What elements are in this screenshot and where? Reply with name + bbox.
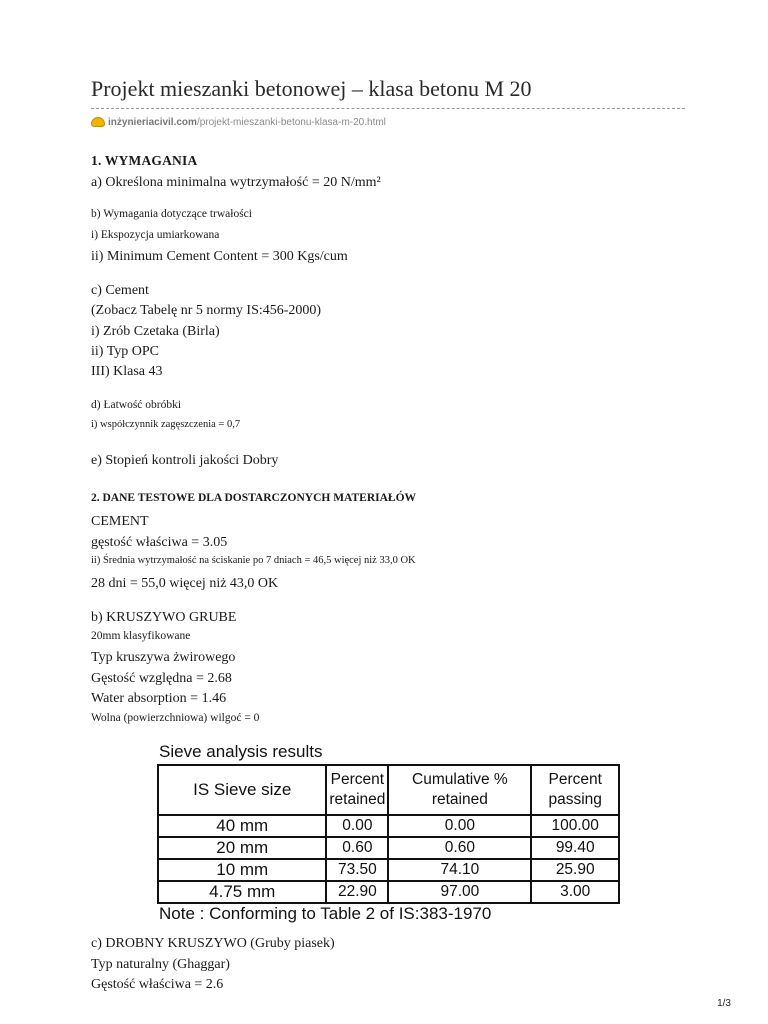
sieve-table-caption: Sieve analysis results xyxy=(159,742,323,761)
table-row xyxy=(158,859,619,881)
source-domain: inżynieriacivil.com xyxy=(108,116,197,128)
text-line: Typ kruszywa żwirowego xyxy=(91,650,236,665)
table-cell: 73.50 xyxy=(326,859,388,881)
table-header-cell: Percent retained xyxy=(326,765,388,815)
text-line: Water absorption = 1.46 xyxy=(91,691,227,706)
text-line: ii) Minimum Cement Content = 300 Kgs/cum xyxy=(91,249,348,264)
table-cell: 0.00 xyxy=(326,815,388,837)
table-row xyxy=(158,837,619,859)
table-cell: 0.00 xyxy=(388,815,531,837)
text-line: gęstość właściwa = 3.05 xyxy=(91,535,228,550)
table-cell: 0.60 xyxy=(388,837,531,859)
text-line: Gęstość względna = 2.68 xyxy=(91,671,232,686)
table-cell: 10 mm xyxy=(158,859,326,881)
text-line: i) Zrób Czetaka (Birla) xyxy=(91,324,220,339)
sieve-analysis-table xyxy=(157,764,620,904)
hardhat-icon xyxy=(91,117,105,127)
text-line: ii) Średnia wytrzymałość na ściskanie po 7 dniach = 46,5 więcej niż 33,0 OK xyxy=(91,555,416,566)
table-cell: 22.90 xyxy=(326,881,388,903)
text-line: e) Stopień kontroli jakości Dobry xyxy=(91,453,279,468)
text-line: Gęstość właściwa = 2.6 xyxy=(91,977,224,992)
sieve-table-note: Note : Conforming to Table 2 of IS:383-1970 xyxy=(159,904,492,923)
table-cell: 40 mm xyxy=(158,815,326,837)
table-header-cell: Cumulative % retained xyxy=(388,765,531,815)
source-path: /projekt-mieszanki-betonu-klasa-m-20.html xyxy=(196,116,386,128)
text-line: III) Klasa 43 xyxy=(91,364,163,379)
table-header-cell: IS Sieve size xyxy=(158,765,326,815)
table-cell: 97.00 xyxy=(388,881,531,903)
table-cell: 3.00 xyxy=(531,881,619,903)
text-line: ii) Typ OPC xyxy=(91,344,159,359)
table-cell: 4.75 mm xyxy=(158,881,326,903)
table-cell: 74.10 xyxy=(388,859,531,881)
table-row xyxy=(158,815,619,837)
page-title: Projekt mieszanki betonowej – klasa betonu M 20 xyxy=(91,76,532,101)
text-line: Typ naturalny (Ghaggar) xyxy=(91,957,230,972)
table-cell: 99.40 xyxy=(531,837,619,859)
text-line: d) Łatwość obróbki xyxy=(91,399,182,411)
text-line: i) Ekspozycja umiarkowana xyxy=(91,229,220,241)
text-line: (Zobacz Tabelę nr 5 normy IS:456-2000) xyxy=(91,303,322,318)
title-divider xyxy=(91,108,685,109)
table-cell: 20 mm xyxy=(158,837,326,859)
page-number: 1/3 xyxy=(717,998,731,1009)
text-line: b) KRUSZYWO GRUBE xyxy=(91,610,237,625)
section-heading-test-data: 2. DANE TESTOWE DLA DOSTARCZONYCH MATERIAŁÓW xyxy=(91,492,417,504)
table-header-row xyxy=(158,765,619,815)
text-line: a) Określona minimalna wytrzymałość = 20 N/mm² xyxy=(91,175,381,190)
table-cell: 25.90 xyxy=(531,859,619,881)
text-line: c) DROBNY KRUSZYWO (Gruby piasek) xyxy=(91,936,335,951)
table-cell: 100.00 xyxy=(531,815,619,837)
source-link[interactable] xyxy=(91,115,386,129)
text-line: b) Wymagania dotyczące trwałości xyxy=(91,208,252,220)
text-line: CEMENT xyxy=(91,514,149,529)
text-line: 28 dni = 55,0 więcej niż 43,0 OK xyxy=(91,576,279,591)
text-line: c) Cement xyxy=(91,283,149,298)
text-line: 20mm klasyfikowane xyxy=(91,630,191,642)
table-cell: 0.60 xyxy=(326,837,388,859)
text-line: Wolna (powierzchniowa) wilgoć = 0 xyxy=(91,712,260,724)
table-row xyxy=(158,881,619,903)
text-line: i) współczynnik zagęszczenia = 0,7 xyxy=(91,419,241,430)
table-header-cell: Percent passing xyxy=(531,765,619,815)
section-heading-requirements: 1. WYMAGANIA xyxy=(91,153,198,168)
